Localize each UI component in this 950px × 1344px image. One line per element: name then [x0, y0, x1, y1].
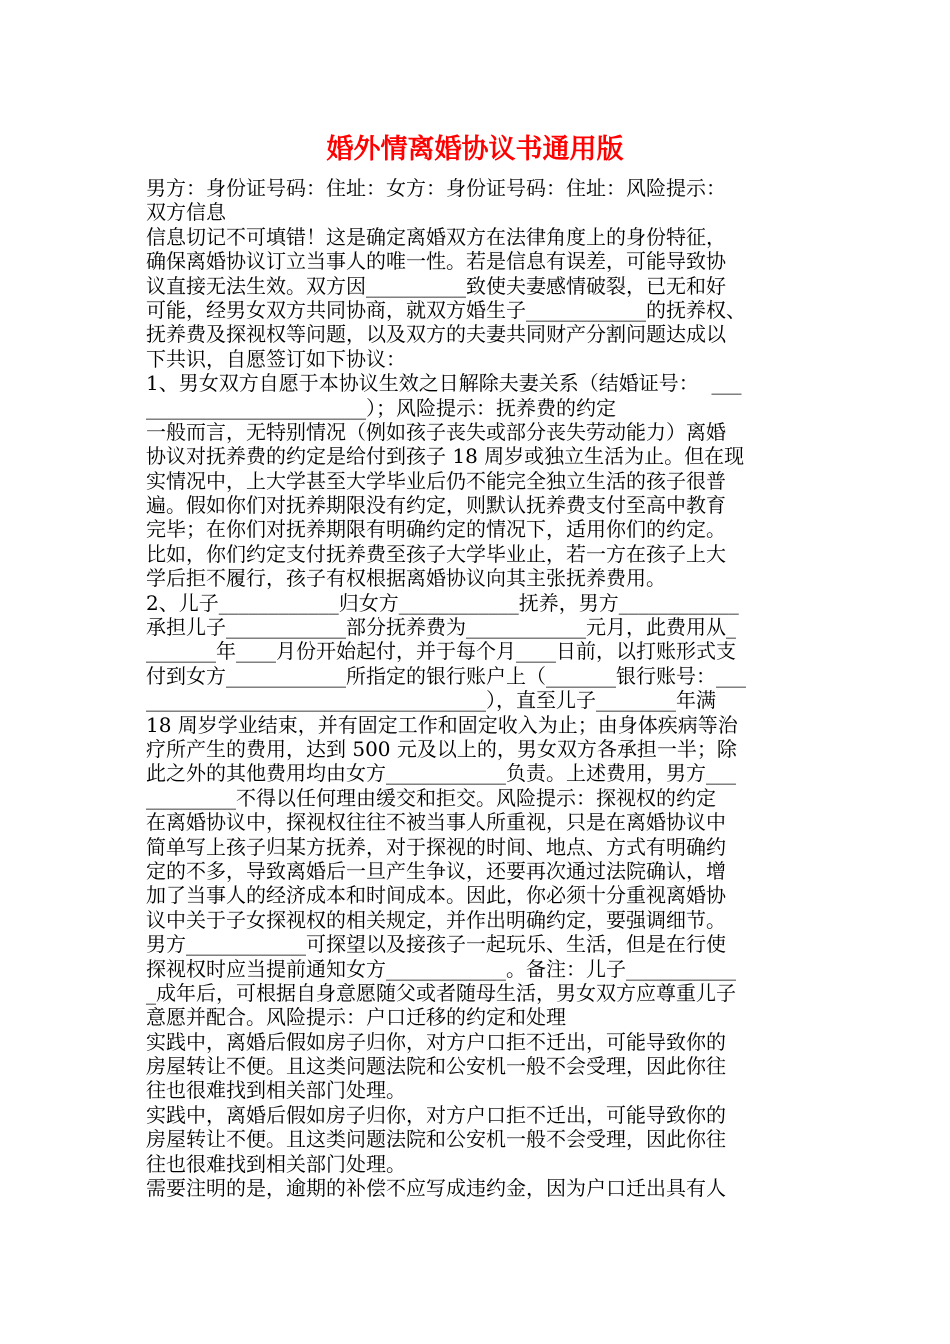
- body-line: __________________________________），直至儿子________年满: [146, 688, 716, 713]
- body-line: 完毕；在你们对抚养期限有明确约定的情况下，适用你们的约定。: [146, 517, 726, 542]
- body-line: 比如，你们约定支付抚养费至孩子大学毕业止，若一方在孩子上大: [146, 541, 726, 566]
- body-line: 双方信息: [146, 200, 226, 225]
- body-line: _______年____月份开始起付，并于每个月____日前，以打账形式支: [146, 639, 736, 664]
- body-line: 男方：身份证号码：住址：女方：身份证号码：住址：风险提示：: [146, 176, 726, 200]
- body-line: _成年后，可根据自身意愿随父或者随母生活，男女双方应尊重儿子: [146, 980, 736, 1005]
- body-line: 下共识，自愿签订如下协议：: [146, 346, 406, 371]
- body-line: 房屋转让不便。且这类问题法院和公安机一般不会受理，因此你往: [146, 1054, 726, 1079]
- body-line: 此之外的其他费用均由女方____________负责。上述费用，男方___: [146, 761, 736, 786]
- body-line: 2、儿子____________归女方____________抚养，男方____________: [146, 590, 739, 615]
- body-line: 18 周岁学业结束，并有固定工作和固定收入为止；由身体疾病等治: [146, 712, 738, 737]
- body-line: 疗所产生的费用，达到 500 元及以上的，男女双方各承担一半；除: [146, 736, 737, 761]
- document-body: [146, 176, 806, 1200]
- body-line: 一般而言，无特别情况（例如孩子丧失或部分丧失劳动能力）离婚: [146, 419, 726, 444]
- body-line: 遍。假如你们对抚养期限没有约定，则默认抚养费支付至高中教育: [146, 493, 726, 518]
- body-line: 付到女方____________所指定的银行账户上（_______银行账号：___: [146, 663, 746, 688]
- document-title: 婚外情离婚协议书通用版: [326, 134, 624, 165]
- body-line: 议中关于子女探视权的相关规定，并作出明确约定，要强调细节。: [146, 907, 726, 932]
- body-line: 抚养费及探视权等问题，以及双方的夫妻共同财产分割问题达成以: [146, 322, 726, 347]
- body-line: 需要注明的是，逾期的补偿不应写成违约金，因为户口迁出具有人: [146, 1176, 726, 1201]
- body-line: ______________________）；风险提示：抚养费的约定: [146, 395, 616, 420]
- body-line: 在离婚协议中，探视权往往不被当事人所重视，只是在离婚协议中: [146, 810, 726, 835]
- body-line: 简单写上孩子归某方抚养，对于探视的时间、地点、方式有明确约: [146, 834, 726, 859]
- body-line: 1、男女双方自愿于本协议生效之日解除夫妻关系（结婚证号： ___: [146, 371, 742, 396]
- body-line: 实情况中，上大学甚至大学毕业后仍不能完全独立生活的孩子很普: [146, 468, 726, 493]
- body-line: 往也很难找到相关部门处理。: [146, 1151, 406, 1176]
- body-line: 房屋转让不便。且这类问题法院和公安机一般不会受理，因此你往: [146, 1127, 726, 1152]
- body-line: 定的不多，导致离婚后一旦产生争议，还要再次通过法院确认，增: [146, 858, 726, 883]
- body-line: 承担儿子____________部分抚养费为____________元月，此费用从_: [146, 615, 736, 640]
- body-line: 协议对抚养费的约定是给付到孩子 18 周岁或独立生活为止。但在现: [146, 444, 745, 469]
- body-line: 学后拒不履行，孩子有权根据离婚协议向其主张抚养费用。: [146, 566, 666, 591]
- body-line: 男方____________可探望以及接孩子一起玩乐、生活，但是在行使: [146, 932, 726, 957]
- body-line: 实践中，离婚后假如房子归你，对方户口拒不迁出，可能导致你的: [146, 1029, 726, 1054]
- body-line: 议直接无法生效。双方因__________致使夫妻感情破裂，已无和好: [146, 273, 726, 298]
- body-line: 探视权时应当提前通知女方____________。备注：儿子___________: [146, 956, 736, 981]
- body-line: 确保离婚协议订立当事人的唯一性。若是信息有误差，可能导致协: [146, 249, 726, 274]
- body-line: _________不得以任何理由缓交和拒交。风险提示：探视权的约定: [146, 785, 716, 810]
- body-line: 可能，经男女双方共同协商，就双方婚生子____________的抚养权、: [146, 297, 746, 322]
- body-line: 意愿并配合。风险提示：户口迁移的约定和处理: [146, 1005, 566, 1030]
- body-line: 加了当事人的经济成本和时间成本。因此，你必须十分重视离婚协: [146, 883, 726, 908]
- body-line: 信息切记不可填错！这是确定离婚双方在法律角度上的身份特征，: [146, 224, 726, 249]
- body-line: 往也很难找到相关部门处理。: [146, 1078, 406, 1103]
- body-line: 实践中，离婚后假如房子归你，对方户口拒不迁出，可能导致你的: [146, 1102, 726, 1127]
